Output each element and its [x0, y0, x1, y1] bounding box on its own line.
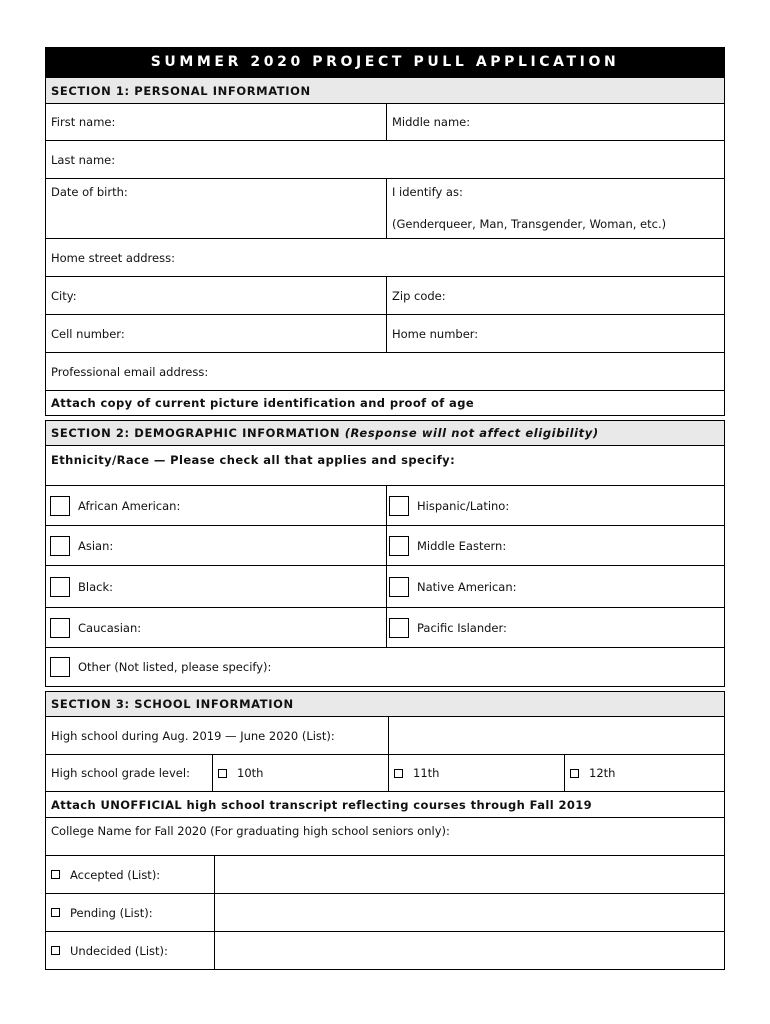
dob-label: Date of birth: [51, 185, 128, 199]
dob-row [46, 179, 724, 239]
african-american-label: African American: [78, 498, 181, 513]
grade-11-label: 11th [413, 766, 440, 780]
application-form [45, 47, 725, 970]
cell-number-field[interactable]: Cell number: [51, 326, 125, 341]
ethnicity-instruction-row [46, 446, 724, 486]
grade-level-label: High school grade level: [51, 766, 190, 780]
option-african-american[interactable] [46, 486, 386, 525]
accepted-input[interactable] [214, 856, 724, 893]
section-2 [45, 420, 725, 687]
undecided-row [46, 932, 724, 969]
grade-12-checkbox-icon[interactable] [570, 769, 579, 778]
grade-10-label: 10th [237, 766, 264, 780]
option-middle-eastern[interactable] [386, 526, 724, 565]
option-native-american[interactable] [386, 566, 724, 607]
hispanic-checkbox[interactable] [389, 496, 409, 516]
pending-input[interactable] [214, 894, 724, 931]
college-label: College Name for Fall 2020 (For graduating high school seniors only): [51, 824, 450, 838]
native-american-checkbox[interactable] [389, 577, 409, 597]
pending-checkbox-icon[interactable] [51, 908, 60, 917]
ethnicity-row-2 [46, 526, 724, 566]
section-1-heading: SECTION 1: PERSONAL INFORMATION [51, 83, 311, 98]
high-school-row [46, 717, 724, 755]
zip-field[interactable]: Zip code: [386, 277, 724, 314]
home-number-field[interactable]: Home number: [386, 315, 724, 352]
section-1-heading-row [46, 78, 724, 104]
caucasian-label: Caucasian: [78, 620, 142, 635]
option-black[interactable] [46, 566, 386, 607]
african-american-checkbox[interactable] [50, 496, 70, 516]
asian-checkbox[interactable] [50, 536, 70, 556]
section-2-heading: SECTION 2: DEMOGRAPHIC INFORMATION [51, 426, 341, 440]
form-title: SUMMER 2020 PROJECT PULL APPLICATION [45, 47, 725, 78]
ethnicity-instruction: Ethnicity/Race — Please check all that applies and specify: [51, 453, 456, 467]
middle-name-field[interactable]: Middle name: [386, 104, 724, 140]
grade-11-checkbox-icon[interactable] [394, 769, 403, 778]
ethnicity-row-4 [46, 608, 724, 648]
accepted-option[interactable] [46, 856, 214, 893]
section-2-heading-row [46, 421, 724, 446]
phone-row [46, 315, 724, 353]
option-hispanic[interactable] [386, 486, 724, 525]
caucasian-checkbox[interactable] [50, 618, 70, 638]
section-3-heading: SECTION 3: SCHOOL INFORMATION [51, 697, 294, 711]
native-american-label: Native American: [417, 579, 517, 594]
pending-option[interactable] [46, 894, 214, 931]
ethnicity-row-1 [46, 486, 724, 526]
pending-label: Pending (List): [70, 905, 153, 920]
pacific-islander-label: Pacific Islander: [417, 620, 507, 635]
attach-transcript-row [46, 792, 724, 818]
email-field[interactable]: Professional email address: [51, 364, 209, 379]
section-2-heading-cell [46, 421, 604, 445]
identify-hint: (Genderqueer, Man, Transgender, Woman, etc.) [392, 217, 667, 231]
middle-eastern-label: Middle Eastern: [417, 538, 507, 553]
last-name-field[interactable]: Last name: [51, 152, 116, 167]
ethnicity-row-5 [46, 648, 724, 686]
other-label: Other (Not listed, please specify): [78, 660, 272, 674]
last-name-row [46, 141, 724, 179]
pending-row [46, 894, 724, 932]
option-other[interactable] [46, 648, 724, 686]
option-caucasian[interactable] [46, 608, 386, 647]
college-row [46, 818, 724, 856]
grade-12-label: 12th [589, 766, 616, 780]
grade-10-option[interactable] [212, 755, 388, 791]
undecided-label: Undecided (List): [70, 943, 168, 958]
middle-eastern-checkbox[interactable] [389, 536, 409, 556]
attach-transcript-note: Attach UNOFFICIAL high school transcript reflecting courses through Fall 2019 [51, 797, 593, 812]
other-checkbox[interactable] [50, 657, 70, 677]
street-row [46, 239, 724, 277]
option-asian[interactable] [46, 526, 386, 565]
dob-field[interactable] [46, 179, 386, 238]
pacific-islander-checkbox[interactable] [389, 618, 409, 638]
black-checkbox[interactable] [50, 577, 70, 597]
grade-11-option[interactable] [388, 755, 564, 791]
attach-id-note: Attach copy of current picture identification and proof of age [51, 396, 475, 410]
section-1 [45, 78, 725, 416]
identify-label: I identify as: [392, 185, 463, 199]
grade-10-checkbox-icon[interactable] [218, 769, 227, 778]
section-3 [45, 691, 725, 970]
name-row [46, 104, 724, 141]
attach-id-row [46, 391, 724, 415]
first-name-field[interactable]: First name: [51, 115, 116, 129]
high-school-input[interactable] [388, 717, 724, 754]
option-pacific-islander[interactable] [386, 608, 724, 647]
accepted-checkbox-icon[interactable] [51, 870, 60, 879]
ethnicity-row-3 [46, 566, 724, 608]
accepted-row [46, 856, 724, 894]
grade-12-option[interactable] [564, 755, 724, 791]
section-2-heading-note: (Response will not affect eligibility) [344, 426, 599, 440]
black-label: Black: [78, 579, 113, 594]
undecided-option[interactable] [46, 932, 214, 969]
accepted-label: Accepted (List): [70, 867, 161, 882]
asian-label: Asian: [78, 538, 114, 553]
section-3-heading-row [46, 692, 724, 717]
grade-level-row [46, 755, 724, 792]
undecided-input[interactable] [214, 932, 724, 969]
undecided-checkbox-icon[interactable] [51, 946, 60, 955]
street-field[interactable]: Home street address: [51, 250, 175, 265]
identify-field[interactable] [386, 179, 724, 238]
city-field[interactable]: City: [51, 288, 77, 303]
high-school-label: High school during Aug. 2019 — June 2020 (List): [51, 728, 335, 743]
hispanic-label: Hispanic/Latino: [417, 498, 510, 513]
email-row [46, 353, 724, 391]
city-row [46, 277, 724, 315]
